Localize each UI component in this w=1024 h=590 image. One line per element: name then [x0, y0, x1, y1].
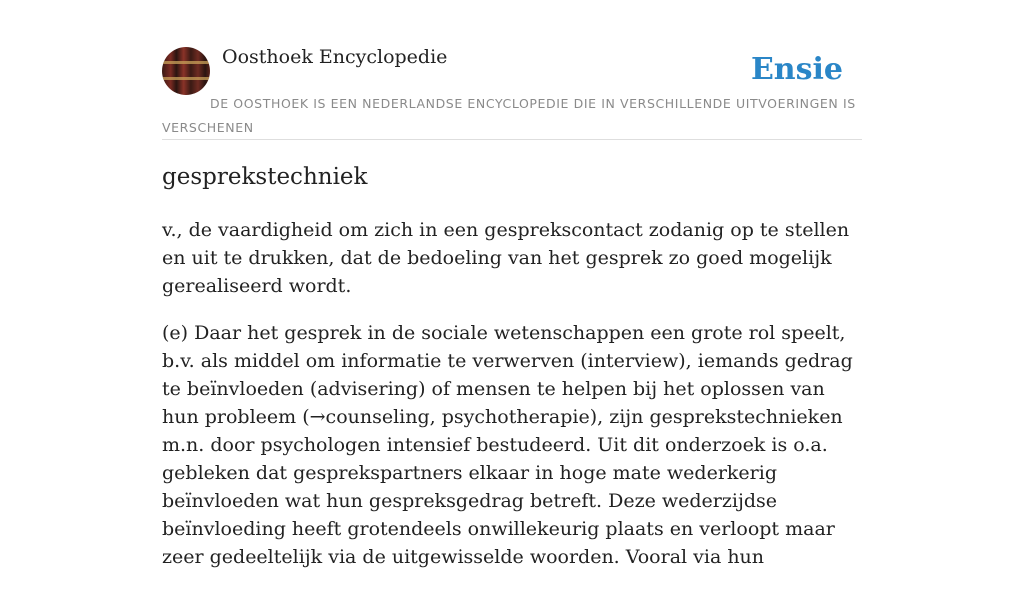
- avatar[interactable]: [162, 47, 210, 95]
- site-tagline: DE OOSTHOEK IS EEN NEDERLANDSE ENCYCLOPEDIE DIE IN VERSCHILLENDE UITVOERINGEN IS VERSCHENEN: [162, 96, 856, 135]
- article-title: gesprekstechniek: [162, 164, 368, 190]
- book-spine-band: [162, 61, 210, 64]
- book-spine-band: [162, 77, 210, 80]
- header-divider: [162, 139, 862, 140]
- article-body: [162, 216, 862, 590]
- brand-logo[interactable]: Ensie: [750, 52, 843, 87]
- article-paragraph: (e) Daar het gesprek in de sociale wetenschappen een grote rol speelt, b.v. als middel om informatie te verwerven (interview), iemands gedrag te beïnvloeden (advisering) of mensen te helpen bij het oplossen van hun probleem (→counseling, psychotherapie), zijn gesprekstechnieken m.n. door psychologen intensief bestudeerd. Uit dit onderzoek is o.a. gebleken dat gesprekspartners elkaar in hoge mate wederkerig beïnvloeden wat hun gespreksgedrag betreft. Deze wederzijdse beïnvloeding heeft grotendeels onwillekeurig plaats en verloopt maar zeer gedeeltelijk via de uitgewisselde woorden. Vooral via hun: [162, 322, 853, 568]
- site-title[interactable]: Oosthoek Encyclopedie: [222, 46, 448, 68]
- article-paragraph: v., de vaardigheid om zich in een gesprekscontact zodanig op te stellen en uit te drukken, dat de bedoeling van het gesprek zo goed mogelijk gerealiseerd wordt.: [162, 219, 850, 297]
